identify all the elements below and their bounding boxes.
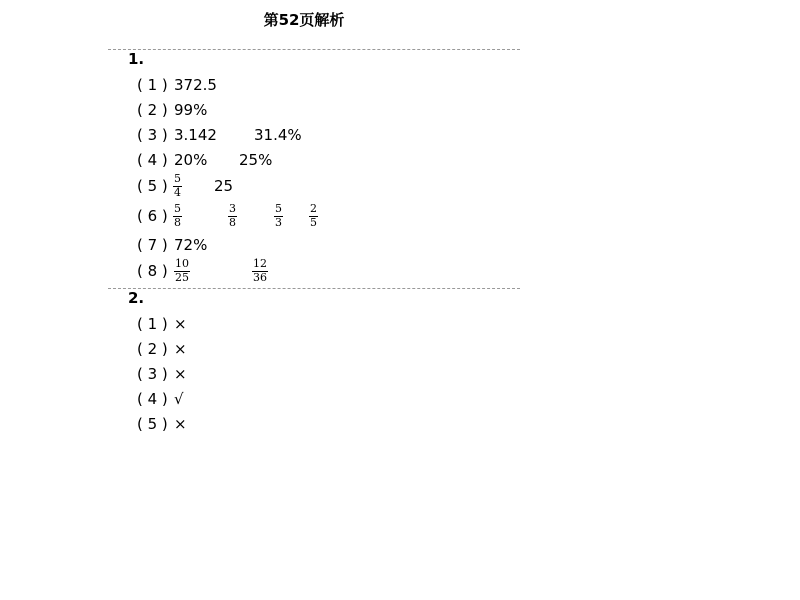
item-number: ( 3 ) [137, 365, 168, 383]
fraction [252, 258, 268, 284]
answer: 372.5 [174, 76, 217, 94]
divider-top [108, 49, 520, 50]
answer: 25% [239, 151, 273, 169]
numerator: 12 [253, 257, 267, 270]
section-2-label: 2. [128, 289, 145, 307]
answer-mark: × [174, 415, 187, 433]
numerator: 3 [229, 202, 236, 215]
denominator: 3 [275, 216, 282, 229]
denominator: 5 [310, 216, 317, 229]
item-number: ( 6 ) [137, 207, 168, 225]
denominator: 25 [175, 271, 189, 284]
denominator: 8 [229, 216, 236, 229]
fraction [309, 203, 318, 229]
item-number: ( 3 ) [137, 126, 168, 144]
item-number: ( 4 ) [137, 151, 168, 169]
answer: 72% [174, 236, 208, 254]
answer-mark: × [174, 365, 187, 383]
answer: 31.4% [254, 126, 302, 144]
item-number: ( 7 ) [137, 236, 168, 254]
item-number: ( 8 ) [137, 262, 168, 280]
answer-mark: √ [174, 390, 184, 408]
item-number: ( 1 ) [137, 315, 168, 333]
denominator: 36 [253, 271, 267, 284]
fraction [173, 173, 182, 199]
answer: 25 [214, 177, 234, 195]
page-title: 第52页解析 [263, 11, 345, 29]
item-number: ( 5 ) [137, 177, 168, 195]
answer-mark: × [174, 340, 187, 358]
item-number: ( 1 ) [137, 76, 168, 94]
numerator: 5 [174, 202, 181, 215]
item-number: ( 2 ) [137, 340, 168, 358]
numerator: 2 [310, 202, 317, 215]
numerator: 10 [175, 257, 189, 270]
answer: 99% [174, 101, 208, 119]
section-1-label: 1. [128, 50, 145, 68]
item-number: ( 4 ) [137, 390, 168, 408]
item-number: ( 2 ) [137, 101, 168, 119]
fraction [274, 203, 283, 229]
fraction [228, 203, 237, 229]
fraction [174, 258, 190, 284]
answer: 3.142 [174, 126, 217, 144]
numerator: 5 [275, 202, 282, 215]
divider-middle [108, 288, 520, 289]
numerator: 5 [174, 172, 181, 185]
answer-mark: × [174, 315, 187, 333]
denominator: 4 [174, 186, 181, 199]
item-number: ( 5 ) [137, 415, 168, 433]
denominator: 8 [174, 216, 181, 229]
answer: 20% [174, 151, 208, 169]
fraction [173, 203, 182, 229]
